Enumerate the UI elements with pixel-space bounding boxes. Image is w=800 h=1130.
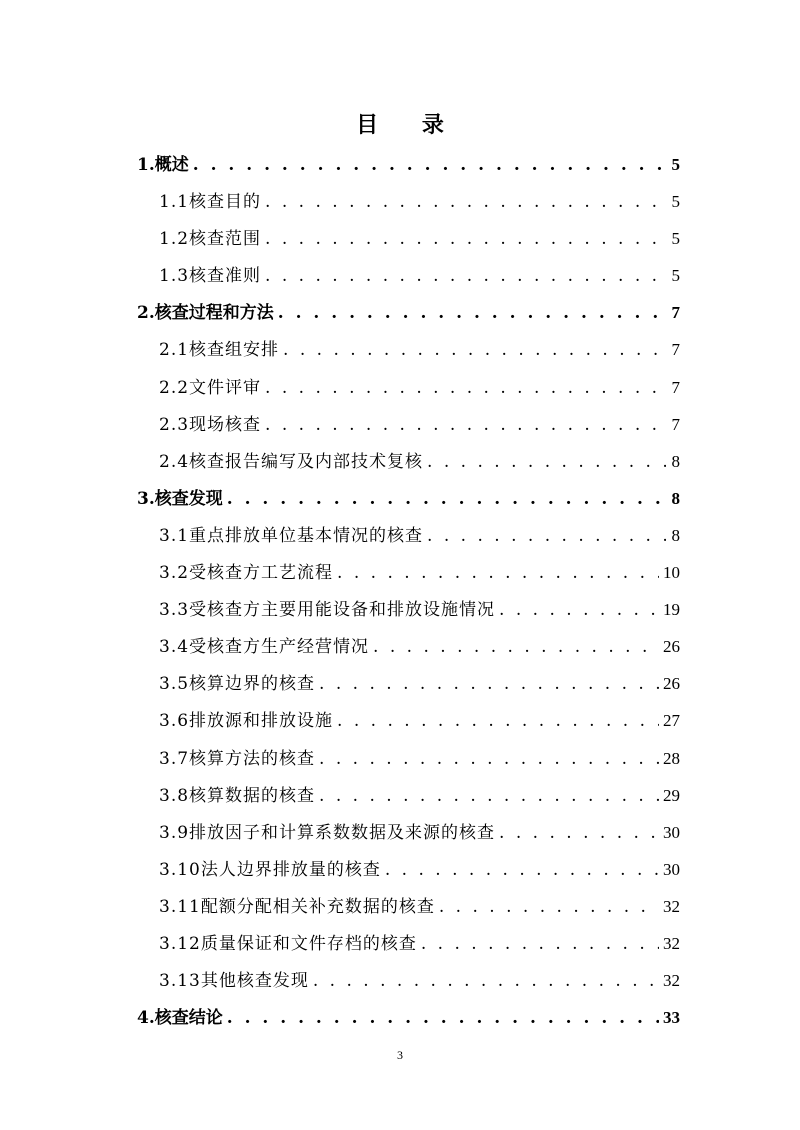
toc-dot-leader — [499, 592, 659, 629]
toc-entry-page: 27 — [663, 711, 680, 731]
toc-dot-leader — [319, 778, 659, 815]
toc-entry-label: 3.10法人边界排放量的核查 — [159, 859, 381, 880]
page-number: 3 — [397, 1048, 403, 1062]
toc-dot-leader — [227, 481, 666, 518]
toc-entry-label: 3.3受核查方主要用能设备和排放设施情况 — [159, 600, 496, 621]
toc-entry-page: 8 — [671, 451, 680, 471]
toc-entry-page: 33 — [663, 1008, 680, 1028]
toc-subsection-entry[interactable] — [137, 183, 680, 220]
toc-entry-page: 7 — [671, 377, 680, 397]
toc-section-entry[interactable] — [137, 146, 680, 183]
toc-dot-leader — [337, 703, 659, 740]
toc-subsection-entry[interactable] — [137, 740, 680, 777]
toc-entry-label: 3.7核算方法的核查 — [159, 748, 316, 769]
toc-section-entry[interactable] — [137, 294, 680, 331]
table-of-contents — [137, 146, 680, 1036]
toc-subsection-entry[interactable] — [137, 257, 680, 294]
toc-dot-leader — [265, 407, 666, 444]
toc-entry-label: 3.5核算边界的核查 — [159, 674, 316, 695]
toc-entry-label: 3.1重点排放单位基本情况的核查 — [159, 525, 424, 546]
toc-entry-label: 1.概述 — [137, 155, 189, 175]
toc-entry-page: 26 — [663, 674, 680, 694]
toc-subsection-entry[interactable] — [137, 851, 680, 888]
toc-dot-leader — [421, 926, 659, 963]
toc-entry-page: 5 — [671, 155, 680, 174]
toc-entry-label: 3.12质量保证和文件存档的核查 — [159, 933, 417, 954]
toc-subsection-entry[interactable] — [137, 628, 680, 665]
toc-entry-label: 1.1核查目的 — [159, 192, 262, 213]
toc-dot-leader — [427, 444, 666, 481]
toc-entry-label: 3.6排放源和排放设施 — [159, 711, 334, 732]
toc-dot-leader — [439, 889, 659, 926]
toc-entry-page: 28 — [663, 748, 680, 768]
toc-dot-leader — [319, 741, 659, 778]
toc-entry-page: 29 — [663, 785, 680, 805]
toc-entry-label: 3.11配额分配相关补充数据的核查 — [159, 896, 435, 917]
toc-entry-label: 3.8核算数据的核查 — [159, 785, 316, 806]
toc-dot-leader — [193, 147, 666, 184]
toc-dot-leader — [227, 1000, 659, 1037]
toc-entry-page: 30 — [663, 859, 680, 879]
toc-entry-page: 5 — [671, 192, 680, 212]
toc-subsection-entry[interactable] — [137, 888, 680, 925]
toc-entry-label: 2.核查过程和方法 — [137, 303, 274, 324]
toc-subsection-entry[interactable] — [137, 665, 680, 702]
toc-subsection-entry[interactable] — [137, 925, 680, 962]
toc-dot-leader — [265, 258, 666, 295]
toc-dot-leader — [427, 518, 666, 555]
toc-dot-leader — [283, 332, 666, 369]
toc-entry-page: 5 — [671, 229, 680, 249]
toc-dot-leader — [337, 555, 659, 592]
toc-entry-page: 8 — [671, 525, 680, 545]
toc-entry-page: 32 — [663, 933, 680, 953]
toc-dot-leader — [499, 815, 659, 852]
toc-subsection-entry[interactable] — [137, 962, 680, 999]
toc-entry-label: 3.13其他核查发现 — [159, 971, 309, 992]
toc-entry-label: 2.3现场核查 — [159, 414, 262, 435]
toc-entry-label: 3.4受核查方生产经营情况 — [159, 637, 370, 658]
toc-subsection-entry[interactable] — [137, 369, 680, 406]
toc-dot-leader — [278, 295, 666, 332]
toc-dot-leader — [385, 852, 659, 889]
toc-subsection-entry[interactable] — [137, 554, 680, 591]
toc-entry-label: 2.2文件评审 — [159, 377, 262, 398]
toc-entry-page: 7 — [671, 340, 680, 360]
toc-subsection-entry[interactable] — [137, 517, 680, 554]
toc-entry-label: 3.核查发现 — [137, 488, 223, 509]
toc-dot-leader — [373, 629, 659, 666]
toc-entry-page: 19 — [663, 600, 680, 620]
toc-subsection-entry[interactable] — [137, 702, 680, 739]
toc-entry-page: 7 — [671, 303, 680, 323]
toc-subsection-entry[interactable] — [137, 777, 680, 814]
toc-entry-label: 1.3核查准则 — [159, 266, 262, 287]
toc-subsection-entry[interactable] — [137, 814, 680, 851]
toc-entry-page: 26 — [663, 637, 680, 657]
toc-entry-label: 3.2受核查方工艺流程 — [159, 563, 334, 584]
toc-subsection-entry[interactable] — [137, 591, 680, 628]
toc-section-entry[interactable] — [137, 999, 680, 1036]
toc-subsection-entry[interactable] — [137, 331, 680, 368]
toc-entry-label: 2.1核查组安排 — [159, 340, 280, 361]
toc-entry-page: 7 — [671, 414, 680, 434]
toc-subsection-entry[interactable] — [137, 443, 680, 480]
toc-dot-leader — [313, 963, 659, 1000]
toc-entry-page: 32 — [663, 896, 680, 916]
toc-entry-page: 5 — [671, 266, 680, 286]
toc-entry-page: 8 — [671, 488, 680, 508]
page-title: 目 录 — [356, 112, 462, 138]
toc-entry-label: 2.4核查报告编写及内部技术复核 — [159, 451, 424, 472]
toc-dot-leader — [265, 184, 666, 221]
toc-dot-leader — [265, 221, 666, 258]
toc-entry-page: 30 — [663, 822, 680, 842]
toc-subsection-entry[interactable] — [137, 220, 680, 257]
toc-entry-page: 10 — [663, 563, 680, 583]
toc-entry-page: 32 — [663, 971, 680, 991]
toc-entry-label: 3.9排放因子和计算系数数据及来源的核查 — [159, 822, 496, 843]
toc-entry-label: 4.核查结论 — [137, 1008, 223, 1029]
toc-dot-leader — [265, 370, 666, 407]
toc-entry-label: 1.2核查范围 — [159, 229, 262, 250]
toc-section-entry[interactable] — [137, 480, 680, 517]
toc-dot-leader — [319, 666, 659, 703]
toc-subsection-entry[interactable] — [137, 406, 680, 443]
